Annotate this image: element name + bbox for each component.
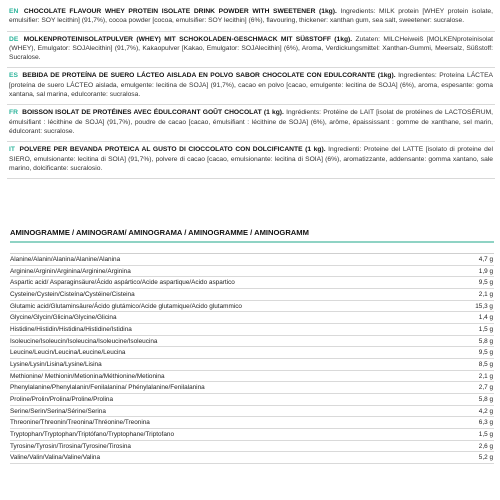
table-row [10, 406, 494, 418]
amino-acid-value: 6,3 g [478, 419, 493, 427]
aminogram-rows [10, 254, 494, 464]
table-row [10, 394, 494, 406]
amino-acid-name: Serine/Serin/Serina/Sérine/Serina [10, 407, 106, 415]
amino-acid-value: 1,4 g [478, 314, 493, 322]
amino-acid-name: Valine/Valin/Valina/Valine/Valina [10, 454, 100, 462]
ingredients-es [7, 68, 495, 105]
amino-acid-name: Histidine/Histidin/Histidina/Histidine/Istidina [10, 325, 132, 333]
amino-acid-name: Alanine/Alanin/Alanina/Alanine/Alanina [10, 255, 121, 263]
amino-acid-name: Tyrosine/Tyrosin/Tirosina/Tyrosine/Tirosina [10, 442, 131, 450]
amino-acid-name: Glycine/Glycin/Glicina/Glycine/Glicina [10, 314, 117, 322]
table-row [10, 301, 494, 313]
language-code: FR [9, 109, 18, 117]
amino-acid-name: Glutamic acid/Glutaminsäure/Ácido glutámico/Acide glutamique/Acido glutammico [10, 302, 242, 310]
table-row [10, 289, 494, 301]
amino-acid-value: 2,6 g [478, 442, 493, 450]
aminogram-title: AMINOGRAMME / AMINOGRAM/ AMINOGRAMA / AMINOGRAMME / AMINOGRAMM [10, 228, 494, 243]
amino-acid-value: 1,5 g [478, 325, 493, 333]
ingredients-fr [7, 105, 495, 142]
table-row [10, 441, 494, 453]
product-title: POLVERE PER BEVANDA PROTEICA AL GUSTO DI CIOCCOLATO CON DOLCIFICANTE (1 kg). [19, 146, 326, 154]
amino-acid-name: Tryptophan/Tryptophan/Triptófano/Tryptophane/Triptofano [10, 430, 174, 438]
amino-acid-value: 4,7 g [478, 255, 493, 263]
amino-acid-name: Phenylalanine/Phenylalanin/Fenilalanina/ Phénylalanine/Fenilalanina [10, 384, 205, 392]
amino-acid-value: 2,1 g [478, 372, 493, 380]
aminogram-header-spacer [10, 243, 494, 254]
table-row [10, 312, 494, 324]
amino-acid-name: Threonine/Threonin/Treonina/Thréonine/Treonina [10, 419, 150, 427]
amino-acid-name: Leucine/Leucin/Leucina/Leucine/Leucina [10, 349, 126, 357]
product-title: BOISSON ISOLAT DE PROTÉINES AVEC ÉDULCORANT GOÛT CHOCOLAT (1 kg). [22, 109, 284, 117]
ingredients-section [7, 4, 495, 179]
ingredients-it [7, 142, 495, 179]
table-row [10, 277, 494, 289]
ingredients-text: Ingrédients: Protéine de LAIT [isolat de protéines de LACTOSÉRUM, émulsifiant : lécithine de SOJA] (91,7%), poudre de cacao [cacao, émulsifiant : lécithine de SOJA] (6%), arôme, épaississant : gomme de xanthane, sel marin, édulcorant: sucralose. [9, 109, 494, 135]
amino-acid-value: 1,5 g [478, 430, 493, 438]
aminogram-table [10, 228, 494, 464]
amino-acid-name: Proline/Prolin/Prolina/Proline/Prolina [10, 395, 114, 403]
table-row [10, 371, 494, 383]
amino-acid-name: Arginine/Arginin/Arginina/Arginine/Arginina [10, 267, 131, 275]
product-title: CHOCOLATE FLAVOUR WHEY PROTEIN ISOLATE DRINK POWDER WITH SWEETENER (1kg). [23, 8, 337, 15]
product-title: BEBIDA DE PROTEÍNA DE SUERO LÁCTEO AISLADA EN POLVO SABOR CHOCOLATE CON EDULCORANTE (1kg). [22, 72, 396, 80]
table-row [10, 266, 494, 278]
amino-acid-value: 2,1 g [478, 290, 493, 298]
amino-acid-name: Methionine/ Methionin/Metionina/Méthionine/Metionina [10, 372, 165, 380]
table-row [10, 324, 494, 336]
table-row [10, 336, 494, 348]
ingredients-text: Ingredienti: Proteine del LATTE [isolato di proteine del SIERO, emulsionante: lecitina di SOIA] (91,7%), polvere di cacao [cacao, emulsionante: lecitina di SOIA] (6%), aromatizzante, addensante: gomma xantano, sale marino, dolcificante: sucralosio. [9, 146, 493, 172]
amino-acid-value: 2,7 g [478, 384, 493, 392]
amino-acid-value: 4,2 g [478, 407, 493, 415]
amino-acid-value: 8,5 g [478, 360, 493, 368]
table-row [10, 347, 494, 359]
amino-acid-value: 9,5 g [478, 349, 493, 357]
table-row [10, 417, 494, 429]
language-code: ES [9, 72, 18, 80]
language-code: EN [9, 8, 19, 15]
amino-acid-value: 5,8 g [478, 337, 493, 345]
amino-acid-name: Lysine/Lysin/Lisina/Lysine/Lisina [10, 360, 102, 368]
ingredients-text: Ingredients: MILK protein [WHEY protein isolate, emulsifier: SOY lecithin] (91,7%), cocoa powder [cocoa, emulsifier: SOY lecithin] (6%), flavouring, thickener: xanthan gum, sea salt, sweetener: sucralose. [9, 8, 494, 25]
amino-acid-value: 5,2 g [478, 454, 493, 462]
language-code: IT [9, 146, 15, 154]
amino-acid-name: Isoleucine/Isoleucin/Isoleucina/Isoleucine/Isoleucina [10, 337, 158, 345]
language-code: DE [9, 35, 19, 43]
amino-acid-value: 15,3 g [475, 302, 493, 310]
ingredients-en [7, 4, 495, 32]
table-row [10, 429, 494, 441]
ingredients-text: Ingredientes: Proteína LÁCTEA [proteína de suero LÁCTEO aislada, emulgente: lecitina de SOJA] (91,7%), cacao en polvo [cacao, emulgente: lecitina de SOJA] (6%), aroma, espesante: goma xantana, sal marina, edulcorante: sucralosa. [9, 72, 493, 99]
product-title: MOLKENPROTEINISOLATPULVER (WHEY) MIT SCHOKOLADEN-GESCHMACK MIT SÜßSTOFF (1kg). [23, 35, 353, 43]
table-row [10, 359, 494, 371]
table-row [10, 254, 494, 266]
table-row [10, 452, 494, 464]
amino-acid-value: 1,9 g [478, 267, 493, 275]
ingredients-de [7, 32, 495, 69]
table-row [10, 382, 494, 394]
ingredients-text: Zutaten: MILCHeiweiß [MOLKENproteinisolat (WHEY), Emulgator: SOJAlecithin] (91,7%), Kakaopulver [Kakao, Emulgator: SOJAlecithin] (6%), Aroma, Verdickungsmittel: Xanthan-Gummi, Meersalz, Süßstoff: Sucralose. [9, 35, 494, 62]
amino-acid-name: Cysteine/Cystein/Cisteína/Cystéine/Cisteina [10, 290, 135, 298]
amino-acid-value: 5,8 g [478, 395, 493, 403]
amino-acid-name: Aspartic acid/ Asparaginsäure/Ácido aspártico/Acide aspartique/Acido aspartico [10, 279, 235, 287]
amino-acid-value: 9,5 g [478, 279, 493, 287]
